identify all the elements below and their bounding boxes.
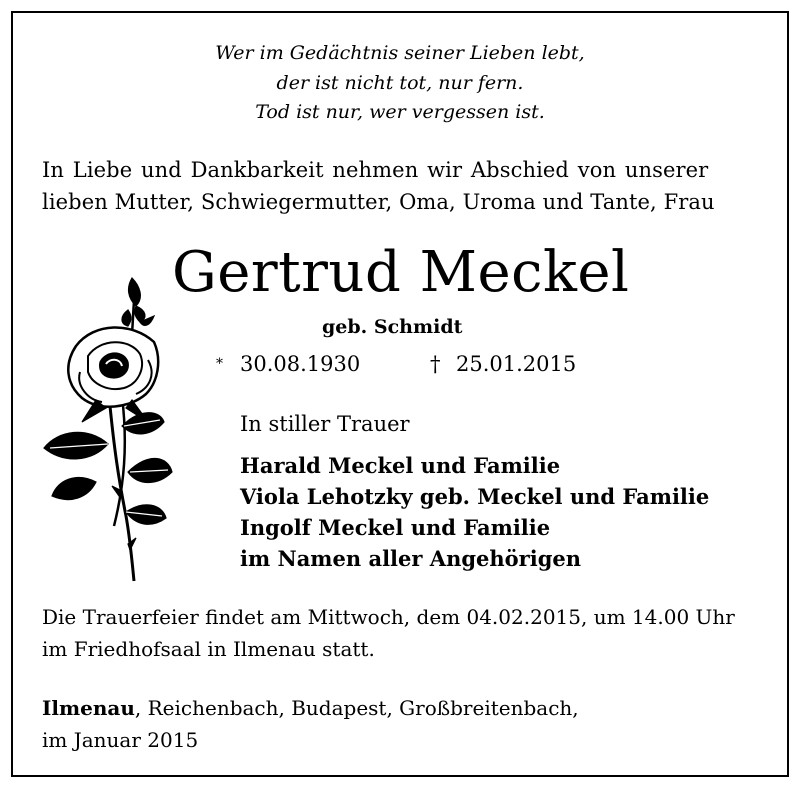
closing-place-main: Ilmenau (42, 696, 135, 720)
service-line-1: Die Trauerfeier findet am Mittwoch, dem 04.02.2015, um 14.00 Uhr (42, 605, 735, 629)
death-date: 25.01.2015 (456, 352, 577, 376)
intro-line-1: In Liebe und Dankbarkeit nehmen wir Abschied von unserer (42, 158, 709, 182)
birth-symbol: * (216, 356, 223, 372)
closing-place-rest: , Reichenbach, Budapest, Großbreitenbach, (134, 696, 579, 720)
deceased-name: Gertrud Meckel (172, 240, 630, 305)
mourner-line-4: im Namen aller Angehörigen (240, 546, 582, 571)
quote-line-1: Wer im Gedächtnis seiner Lieben lebt, (215, 42, 585, 64)
intro-line-2: lieben Mutter, Schwiegermutter, Oma, Uroma und Tante, Frau (42, 190, 715, 214)
quote-line-3: Tod ist nur, wer vergessen ist. (255, 101, 545, 123)
service-line-2: im Friedhofsaal in Ilmenau statt. (42, 637, 375, 661)
mourner-line-1: Harald Meckel und Familie (240, 453, 561, 478)
rose-illustration-icon (36, 276, 174, 586)
maiden-name: geb. Schmidt (322, 316, 463, 338)
closing-places (42, 693, 579, 723)
mourner-line-3: Ingolf Meckel und Familie (240, 515, 551, 540)
mourner-line-2: Viola Lehotzky geb. Meckel und Familie (240, 484, 710, 509)
quote-line-2: der ist nicht tot, nur fern. (276, 72, 524, 94)
closing-date: im Januar 2015 (42, 728, 199, 752)
death-symbol: † (430, 352, 441, 376)
birth-date: 30.08.1930 (240, 352, 361, 376)
mourners-lead: In stiller Trauer (240, 412, 410, 436)
